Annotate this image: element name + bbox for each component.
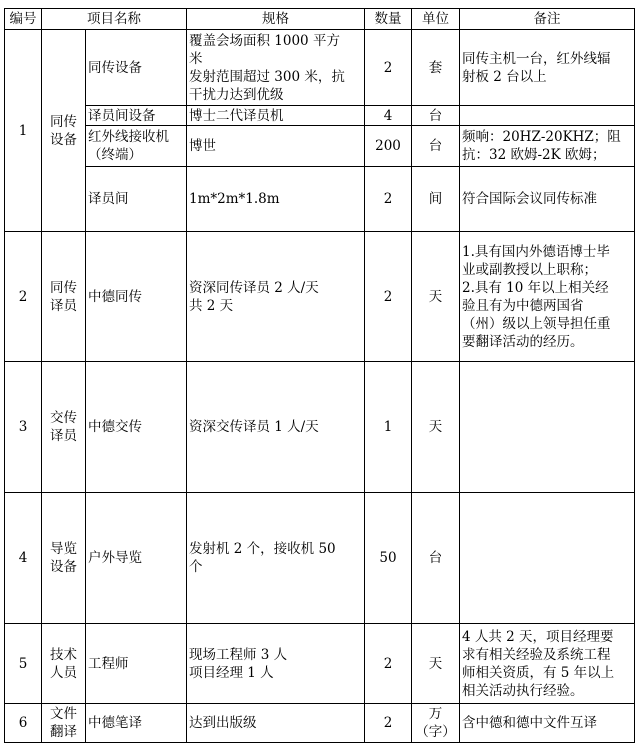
header-remark: 备注: [460, 9, 635, 30]
row-number: 1: [5, 30, 42, 232]
item-qty: 2: [365, 704, 412, 743]
item-remark: 含中德和德中文件互译: [460, 704, 635, 743]
item-unit: 套: [412, 30, 460, 106]
procurement-table: [4, 8, 635, 743]
item-name: 译员间: [86, 167, 187, 232]
header-spec: 规格: [187, 9, 365, 30]
item-name: 户外导览: [86, 493, 187, 624]
header-qty: 数量: [365, 9, 412, 30]
item-unit: 天: [412, 362, 460, 493]
item-spec: 博世: [187, 126, 365, 167]
table-row: [5, 624, 635, 704]
item-name: 同传设备: [86, 30, 187, 106]
item-remark: 符合国际会议同传标准: [460, 167, 635, 232]
item-spec: 资深同传译员 2 人/天 共 2 天: [187, 232, 365, 362]
item-spec: 1m*2m*1.8m: [187, 167, 365, 232]
item-unit: 间: [412, 167, 460, 232]
item-unit: 天: [412, 624, 460, 704]
item-qty: 200: [365, 126, 412, 167]
row-category: 导览 设备: [42, 493, 86, 624]
item-remark: 4 人共 2 天，项目经理要 求有相关经验及系统工程 师相关资质，有 5 年以上 相关活动执行经验。: [460, 624, 635, 704]
item-unit: 台: [412, 493, 460, 624]
item-spec: 资深交传译员 1 人/天: [187, 362, 365, 493]
row-number: 6: [5, 704, 42, 743]
header-no: 编号: [5, 9, 42, 30]
header-item-name: 项目名称: [42, 9, 187, 30]
item-name: 工程师: [86, 624, 187, 704]
row-category: 文件 翻译: [42, 704, 86, 743]
item-qty: 50: [365, 493, 412, 624]
item-spec: 博士二代译员机: [187, 106, 365, 126]
item-name: 译员间设备: [86, 106, 187, 126]
row-category: 同传 译员: [42, 232, 86, 362]
item-unit: 台: [412, 126, 460, 167]
item-remark: 频响：20HZ-20KHZ；阻 抗：32 欧姆-2K 欧姆；: [460, 126, 635, 167]
item-unit: 台: [412, 106, 460, 126]
item-spec: 覆盖会场面积 1000 平方 米 发射范围超过 300 米，抗 干扰力达到优级: [187, 30, 365, 106]
item-qty: 4: [365, 106, 412, 126]
item-name: 红外线接收机 （终端）: [86, 126, 187, 167]
table-row: [5, 704, 635, 743]
table-row: [5, 167, 635, 232]
item-qty: 2: [365, 624, 412, 704]
item-remark: 同传主机一台，红外线辐 射板 2 台以上: [460, 30, 635, 106]
item-name: 中德同传: [86, 232, 187, 362]
item-remark: [460, 493, 635, 624]
table-row: [5, 30, 635, 106]
item-qty: 2: [365, 30, 412, 106]
row-number: 2: [5, 232, 42, 362]
item-qty: 2: [365, 232, 412, 362]
item-qty: 1: [365, 362, 412, 493]
item-name: 中德交传: [86, 362, 187, 493]
item-spec: 现场工程师 3 人 项目经理 1 人: [187, 624, 365, 704]
table-row: [5, 362, 635, 493]
header-row: [5, 9, 635, 30]
item-name: 中德笔译: [86, 704, 187, 743]
row-category: 同传 设备: [42, 30, 86, 232]
item-unit: 天: [412, 232, 460, 362]
item-remark: [460, 362, 635, 493]
item-unit: 万 （字）: [412, 704, 460, 743]
table-row: [5, 232, 635, 362]
row-number: 5: [5, 624, 42, 704]
item-spec: 发射机 2 个，接收机 50 个: [187, 493, 365, 624]
item-remark: 1.具有国内外德语博士毕 业或副教授以上职称； 2.具有 10 年以上相关经 验且有为中德两国省 （州）级以上领导担任重 要翻译活动的经历。: [460, 232, 635, 362]
row-number: 4: [5, 493, 42, 624]
table-row: [5, 493, 635, 624]
item-qty: 2: [365, 167, 412, 232]
row-category: 交传 译员: [42, 362, 86, 493]
header-unit: 单位: [412, 9, 460, 30]
table-row: [5, 106, 635, 126]
table-row: [5, 126, 635, 167]
item-spec: 达到出版级: [187, 704, 365, 743]
item-remark: [460, 106, 635, 126]
row-category: 技术 人员: [42, 624, 86, 704]
row-number: 3: [5, 362, 42, 493]
